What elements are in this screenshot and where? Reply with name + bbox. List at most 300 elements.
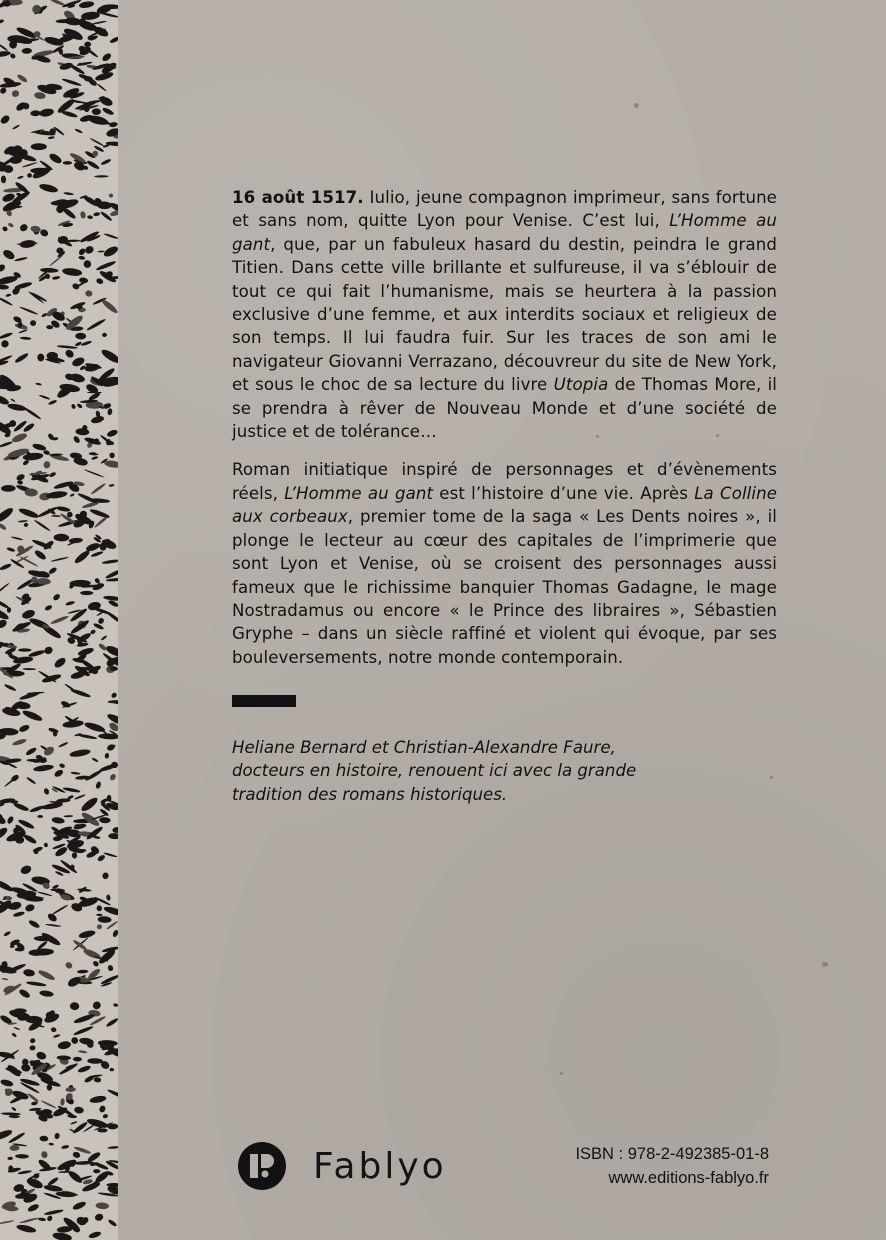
ink-mark [43, 788, 50, 796]
ink-mark [18, 648, 31, 651]
ink-mark [4, 1087, 15, 1098]
ink-mark [52, 593, 61, 602]
ink-mark [34, 519, 51, 532]
ink-mark [101, 52, 112, 63]
ink-mark [4, 683, 17, 692]
ink-mark [90, 453, 98, 455]
ink-mark [106, 894, 111, 901]
ink-mark [34, 92, 46, 100]
ink-mark [90, 137, 105, 146]
ink-mark [72, 435, 81, 444]
ink-mark [78, 1050, 87, 1054]
ink-mark [78, 256, 85, 261]
ink-mark [70, 1121, 78, 1125]
ink-mark [27, 1203, 40, 1213]
ink-mark [100, 158, 111, 166]
ink-mark [74, 128, 83, 134]
ink-mark [96, 914, 102, 917]
ink-mark [16, 473, 26, 482]
ink-mark [0, 283, 9, 290]
isbn-block [575, 1142, 769, 1190]
ink-mark [37, 354, 44, 362]
ink-mark [7, 1157, 13, 1161]
ink-mark [0, 618, 8, 630]
ink-mark [59, 763, 66, 769]
ink-mark [63, 787, 81, 794]
ink-mark [93, 212, 100, 217]
ink-mark [91, 456, 98, 461]
ink-mark [103, 905, 118, 917]
ink-mark [80, 211, 87, 219]
ink-mark [38, 1217, 46, 1221]
ink-mark [30, 110, 40, 116]
ink-mark [11, 1106, 17, 1111]
ink-mark [70, 688, 91, 699]
ink-mark [60, 1098, 65, 1106]
ink-mark [48, 566, 58, 575]
ink-mark [0, 1128, 13, 1141]
ink-mark [2, 978, 9, 981]
ink-mark [106, 743, 116, 752]
ink-mark [102, 559, 118, 565]
ink-mark [34, 549, 48, 561]
ink-mark [81, 340, 93, 347]
ink-mark [91, 606, 112, 616]
ink-mark [100, 347, 118, 365]
ink-mark [19, 306, 38, 315]
ink-mark [63, 161, 72, 165]
ink-mark [96, 83, 106, 92]
ink-mark [11, 536, 23, 541]
ink-mark [96, 905, 102, 911]
ink-mark [102, 332, 107, 337]
ink-mark [16, 1223, 37, 1234]
ink-mark [42, 745, 55, 757]
ink-mark [77, 1065, 91, 1074]
ink-mark [78, 929, 96, 939]
publisher-website: www.editions-fablyo.fr [608, 1169, 769, 1187]
ink-mark [69, 607, 88, 623]
ink-mark [87, 215, 93, 220]
ink-mark [89, 508, 110, 520]
ink-mark [39, 108, 55, 118]
back-cover-blurb [232, 186, 777, 684]
ink-mark [92, 960, 100, 968]
ink-mark [70, 1002, 80, 1010]
blurb-text: Roman initiatique inspiré de personnages et d’évènements réels, [232, 460, 777, 503]
ink-mark [104, 233, 118, 240]
ink-mark [27, 1092, 40, 1102]
ink-mark [0, 1220, 14, 1225]
ink-mark [80, 591, 93, 595]
blurb-text: , premier tome de la saga « Les Dents noires », il plonge le lecteur au cœur des capitales de l’imprimerie que sont Lyon et Venise, où se croisent des personnages aussi fameux que le richissime banquier Thomas Gadagne, le mage Nostradamus ou encore « le Prince des libraires », Sébastien Gryphe – dans un siècle raffiné et violent qui évoque, par ses bouleversements, notre monde contemporain. [232, 507, 777, 667]
ink-mark [65, 600, 75, 606]
decorative-texture-strip [0, 0, 118, 1240]
paper-speck [770, 776, 773, 779]
ink-mark [107, 1146, 118, 1149]
ink-mark [38, 182, 58, 194]
ink-mark [57, 345, 78, 349]
ink-mark [74, 794, 86, 800]
ink-mark [73, 1025, 94, 1036]
ink-mark [46, 325, 53, 330]
ink-mark [1, 485, 16, 492]
ink-mark [98, 916, 112, 923]
ink-mark [77, 492, 98, 505]
ink-mark [2, 226, 9, 233]
ink-mark [17, 175, 24, 179]
ink-mark [0, 598, 10, 609]
ink-mark [37, 815, 43, 818]
ink-mark [0, 43, 9, 51]
ink-mark [44, 1209, 64, 1216]
ink-mark [11, 89, 20, 97]
ink-mark [49, 471, 57, 478]
paper-speck [634, 103, 639, 108]
ink-mark [97, 854, 106, 863]
ink-mark [95, 260, 116, 272]
ink-mark [90, 550, 103, 557]
ink-mark [85, 290, 94, 298]
ink-mark [60, 700, 71, 709]
ink-mark [47, 1176, 59, 1186]
ink-mark [64, 961, 73, 970]
ink-mark [54, 1132, 60, 1139]
ink-mark [53, 656, 67, 669]
ink-mark [69, 537, 84, 543]
ink-mark [9, 1115, 20, 1118]
ink-mark [41, 1100, 57, 1109]
ink-mark [84, 436, 102, 446]
ink-mark [17, 1170, 31, 1175]
blurb-text: , que, par un fabuleux hasard du destin, peindra le grand Titien. Dans cette ville brillante et sulfureuse, il va s’éblouir de tout ce qui fait l’humanisme, mais se heurtera à la passion exclusive d’une femme, et aux interdits sociaux et religieux de son temps. Il lui faudra fuir. Sur les traces de son ami le navigateur Giovanni Verrazano, découvreur du site de New York, et sous le choc de sa lecture du livre [232, 234, 777, 395]
ink-mark [103, 852, 117, 858]
ink-mark [102, 1114, 108, 1119]
section-divider [232, 695, 296, 707]
ink-mark [51, 515, 61, 517]
ink-mark [16, 73, 28, 83]
ink-mark [39, 990, 54, 998]
blurb-title-italic: La Colline aux corbeaux [232, 483, 778, 527]
ink-mark [23, 833, 38, 845]
ink-mark [94, 1213, 104, 1222]
ink-mark [23, 969, 35, 978]
ink-mark [22, 48, 32, 54]
author-note [232, 736, 702, 806]
ink-mark [109, 193, 114, 198]
ink-mark [71, 282, 80, 290]
ink-mark [35, 382, 42, 385]
author-note-line: tradition des romans historiques. [232, 784, 508, 804]
ink-mark [52, 276, 61, 281]
ink-mark [0, 19, 4, 24]
ink-mark [110, 692, 117, 699]
ink-mark [44, 604, 53, 611]
ink-mark [95, 1202, 109, 1210]
ink-mark [24, 903, 35, 912]
ink-mark [101, 871, 109, 880]
ink-mark [75, 428, 89, 436]
ink-mark [18, 988, 31, 1000]
ink-mark [1, 176, 6, 184]
ink-mark [18, 507, 40, 520]
ink-mark [15, 287, 20, 292]
ink-mark [57, 1040, 71, 1050]
ink-mark [37, 570, 50, 579]
blurb-text: de Thomas More, il se prendra à rêver de Nouveau Monde et d’une société de justice et de tolérance… [232, 375, 778, 442]
ink-mark [13, 911, 25, 918]
ink-mark [105, 567, 118, 579]
ink-mark [35, 1051, 47, 1061]
ink-mark [11, 432, 28, 444]
ink-mark [84, 41, 92, 47]
ink-mark [18, 520, 28, 523]
ink-mark [73, 549, 91, 565]
ink-mark [93, 1169, 100, 1173]
ink-mark [0, 506, 15, 525]
ink-mark [33, 764, 54, 773]
ink-mark [69, 748, 91, 758]
ink-mark [109, 484, 115, 487]
paper-speck [822, 962, 828, 967]
ink-mark [80, 796, 100, 814]
ink-mark [63, 815, 73, 817]
blurb-paragraph-1 [232, 186, 777, 443]
ink-mark [23, 406, 42, 420]
ink-mark [91, 757, 98, 763]
ink-mark [109, 1068, 114, 1071]
ink-mark [19, 1217, 39, 1224]
ink-mark [108, 833, 118, 839]
ink-mark [75, 333, 86, 340]
ink-mark [108, 700, 118, 704]
ink-mark [15, 1154, 29, 1159]
ink-mark [26, 172, 32, 178]
ink-mark [40, 1150, 48, 1159]
ink-mark [70, 771, 80, 775]
ink-mark [34, 850, 39, 854]
ink-mark [7, 762, 18, 769]
ink-mark [46, 912, 58, 923]
ink-mark [49, 453, 63, 456]
ink-mark [53, 534, 69, 542]
ink-mark [87, 1058, 103, 1064]
ink-mark [49, 1142, 55, 1145]
paper-speck [560, 1072, 563, 1075]
ink-mark [99, 817, 111, 824]
ink-mark [21, 608, 36, 620]
ink-mark [50, 615, 69, 625]
ink-mark [97, 1128, 107, 1132]
ink-mark [97, 617, 105, 625]
blurb-title-italic: Utopia [553, 375, 609, 395]
ink-mark [51, 817, 65, 825]
ink-mark [100, 211, 113, 222]
ink-mark [53, 1034, 61, 1039]
fablyo-logo-icon [237, 1141, 287, 1191]
ink-mark [17, 480, 23, 486]
ink-mark [14, 352, 29, 364]
ink-mark [51, 556, 69, 562]
ink-mark [94, 175, 108, 177]
ink-mark [97, 924, 102, 929]
ink-mark [101, 298, 118, 315]
ink-mark [3, 931, 11, 937]
ink-mark [106, 1183, 118, 1187]
ink-mark [7, 222, 14, 228]
ink-mark [113, 1003, 118, 1007]
ink-mark [86, 318, 106, 332]
ink-mark [74, 341, 82, 347]
ink-mark [22, 162, 38, 168]
ink-mark [6, 815, 14, 824]
ink-mark [4, 775, 19, 788]
blurb-title-italic: L’Homme au gant [284, 483, 434, 503]
ink-mark [45, 923, 61, 927]
ink-mark [107, 1219, 117, 1228]
ink-mark [102, 107, 115, 116]
ink-mark [6, 547, 15, 553]
ink-mark [63, 192, 74, 196]
ink-mark [73, 1057, 82, 1062]
ink-mark [71, 403, 77, 409]
ink-mark [74, 1106, 84, 1114]
ink-mark [100, 635, 107, 641]
ink-mark [0, 50, 11, 58]
ink-mark [23, 668, 36, 670]
ink-mark [19, 1077, 40, 1086]
ink-mark [104, 753, 109, 759]
ink-mark [14, 257, 28, 262]
ink-mark [107, 964, 114, 972]
ink-mark [37, 891, 53, 897]
ink-mark [107, 1088, 118, 1099]
ink-mark [98, 1105, 106, 1114]
ink-mark [26, 776, 37, 784]
ink-mark [66, 239, 80, 242]
ink-mark [112, 929, 118, 938]
ink-mark [21, 709, 43, 723]
ink-mark [43, 449, 51, 455]
ink-mark [0, 296, 13, 306]
ink-mark [48, 399, 58, 405]
ink-mark [109, 122, 118, 128]
ink-mark [98, 642, 108, 651]
ink-mark [92, 108, 101, 115]
ink-mark [25, 746, 37, 756]
ink-mark [0, 563, 12, 572]
ink-mark [90, 482, 106, 495]
blurb-date: 16 août 1517. [232, 188, 364, 207]
ink-mark [30, 225, 41, 233]
ink-mark [43, 1184, 63, 1193]
ink-mark [0, 1078, 14, 1087]
ink-mark [95, 277, 104, 285]
ink-mark [109, 773, 117, 782]
ink-mark [72, 852, 78, 859]
ink-mark [64, 348, 75, 359]
ink-mark [30, 291, 48, 302]
ink-mark [12, 124, 20, 130]
ink-mark [52, 1231, 73, 1240]
ink-mark [23, 522, 29, 527]
ink-mark [92, 20, 107, 25]
ink-mark [5, 293, 11, 297]
ink-mark [112, 827, 118, 834]
ink-mark [84, 469, 105, 478]
ink-mark [19, 223, 29, 233]
ink-mark [53, 768, 64, 778]
ink-mark [0, 878, 14, 893]
ink-mark [46, 1215, 53, 1222]
ink-mark [95, 781, 102, 789]
ink-mark [61, 1145, 69, 1150]
ink-mark [1, 1112, 21, 1115]
ink-mark [18, 329, 28, 334]
ink-mark [70, 493, 75, 497]
ink-mark [84, 245, 95, 255]
ink-mark [58, 1062, 78, 1076]
ink-mark [77, 970, 89, 974]
blurb-title-italic: L’Homme au gant [232, 211, 777, 254]
ink-mark [12, 738, 27, 747]
ink-mark [0, 582, 10, 596]
ink-mark [70, 1036, 79, 1045]
ink-mark [11, 1032, 17, 1037]
blurb-text: Iulio, jeune compagnon imprimeur, sans fortune et sans nom, quitte Lyon pour Venise. C’est lui, [232, 188, 777, 231]
ink-mark [67, 1114, 77, 1118]
author-note-line: docteurs en histoire, renouent ici avec la grande [232, 761, 637, 781]
ink-mark [79, 0, 95, 9]
ink-mark [0, 263, 6, 273]
ink-mark [51, 904, 68, 915]
ink-mark [88, 1230, 102, 1239]
ink-mark [0, 522, 7, 530]
ink-texture-pattern [0, 0, 118, 1240]
ink-mark [0, 332, 13, 340]
ink-mark [89, 1095, 107, 1104]
publisher-logo [237, 1141, 447, 1191]
blurb-text: est l’histoire d’une vie. Après [433, 483, 695, 503]
ink-mark [28, 919, 41, 929]
ink-mark [43, 461, 51, 470]
ink-mark [56, 506, 71, 513]
ink-mark [76, 403, 83, 409]
ink-mark [72, 1151, 81, 1159]
blurb-paragraph-2 [232, 458, 777, 669]
ink-mark [91, 1000, 102, 1011]
ink-mark [82, 259, 92, 269]
ink-mark [9, 1145, 19, 1151]
ink-mark [106, 429, 118, 438]
ink-mark [0, 441, 13, 449]
ink-mark [105, 1017, 118, 1028]
ink-mark [43, 645, 53, 655]
ink-mark [48, 152, 63, 165]
ink-mark [72, 1200, 87, 1211]
ink-mark [78, 247, 87, 256]
ink-mark [18, 724, 30, 734]
ink-mark [51, 1027, 57, 1033]
publisher-name: Fablyo [313, 1145, 447, 1187]
ink-mark [62, 78, 83, 87]
ink-mark [107, 408, 113, 416]
ink-mark [86, 159, 100, 170]
ink-mark [0, 87, 7, 95]
ink-mark [39, 394, 51, 400]
ink-mark [30, 320, 37, 327]
ink-mark [48, 136, 55, 139]
